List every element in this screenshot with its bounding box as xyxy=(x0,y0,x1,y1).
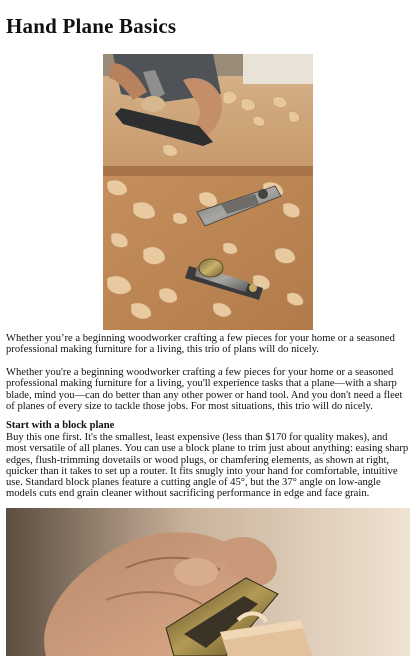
body-paragraph: Whether you're a beginning woodworker crafting a few pieces for your home or a seasoned professional making furniture for a living, you'll experience tasks that a plane—with a sharp blade, mind you—can do better than any other power or hand tool. And you don't need a fleet of planes of every size to tackle those jobs. For most situations, this trio will do nicely. xyxy=(6,367,403,412)
article-title: Hand Plane Basics xyxy=(6,14,177,38)
section-paragraph: Buy this one first. It's the smallest, least expensive (less than $170 for quality makes), and most versatile of all planes. You can use a block plane to trim just about anything: easing sharp edges, flush-trimming dovetails or wood plugs, or chamfering elements, as shown at right, quicker than it takes to set up a router. It fits snugly into your hand for comfortable, intuitive use. Standard block planes feature a cutting angle of 45°, but the 37° angle on low-angle models cuts end grain cleaner without sacrificing performance in edge and face grain. xyxy=(6,432,409,500)
section-heading: Start with a block plane xyxy=(6,420,115,431)
block-plane-photo xyxy=(6,508,410,656)
intro-paragraph: Whether you’re a beginning woodworker crafting a few pieces for your home or a seasoned professional making furniture for a living, this trio of plans will do nicely. xyxy=(6,333,395,356)
hand-planes-photo xyxy=(103,54,313,330)
